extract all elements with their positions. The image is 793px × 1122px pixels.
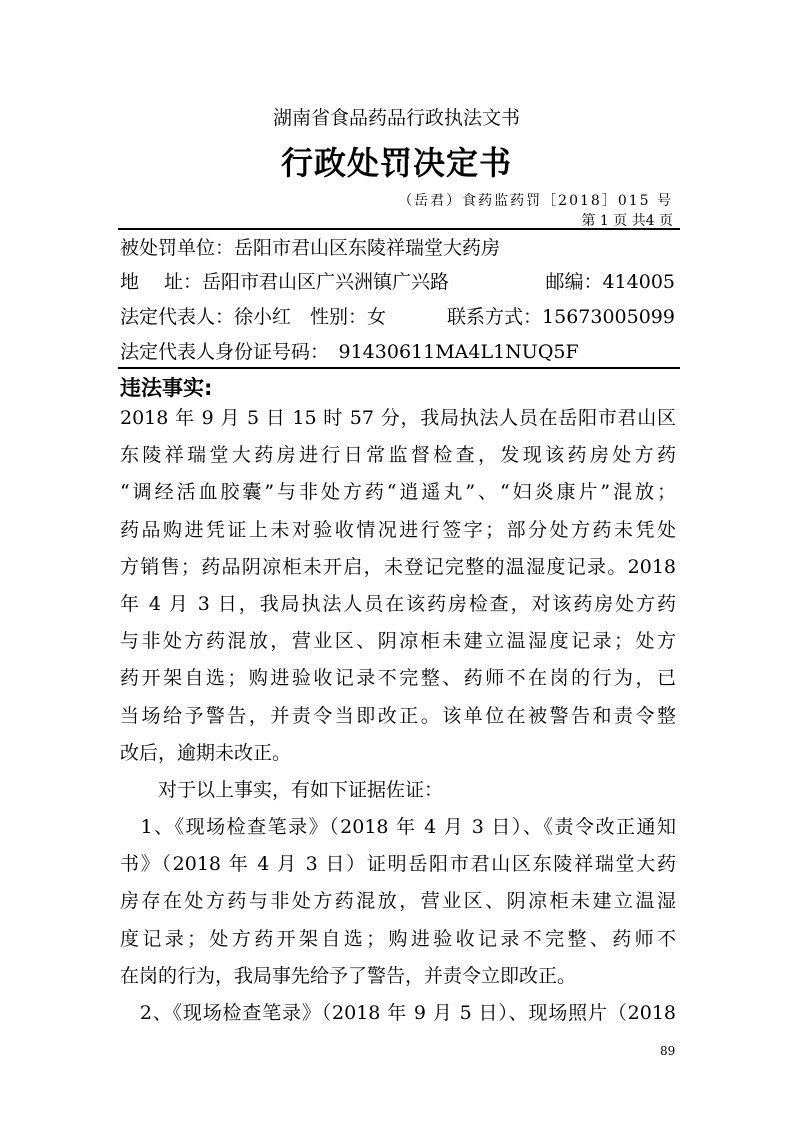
text-line: 在岗的行为，我局事先给予了警告，并责令立即改正。 — [120, 964, 577, 987]
info-rule — [118, 367, 680, 369]
text-line: 药品购进凭证上未对验收情况进行签字；部分处方药未凭处 — [120, 518, 676, 541]
text-line: 度记录；处方药开架自选；购进验收记录不完整、药师不 — [120, 927, 676, 950]
text-line: 改后，逾期未改正。 — [120, 741, 292, 764]
party-unit: 被处罚单位：岳阳市君山区东陵祥瑞堂大药房 — [120, 237, 501, 259]
facts-paragraph — [120, 400, 676, 1032]
party-address: 地 址：岳阳市君山区广兴洲镇广兴路 — [120, 271, 450, 293]
text-line: 年 4 月 3 日，我局执法人员在该药房检查，对该药房处方药 — [120, 592, 676, 615]
party-id-number: 法定代表人身份证号码： 91430611MA4L1NUQ5F — [120, 341, 579, 363]
party-representative: 法定代表人：徐小红 性别：女 — [120, 306, 387, 328]
party-postcode: 邮编：414005 — [545, 271, 675, 293]
party-representative-row — [120, 302, 675, 332]
page-info: 第 1 页 共4 页 — [581, 213, 673, 229]
page-number: 89 — [660, 1044, 676, 1058]
text-line: 书》（2018 年 4 月 3 日）证明岳阳市君山区东陵祥瑞堂大药 — [120, 853, 676, 876]
text-line: 方销售；药品阴凉柜未开启，未登记完整的温湿度记录。2018 — [120, 555, 676, 578]
evidence-intro: 对于以上事实，有如下证据佐证： — [120, 778, 444, 801]
party-address-row — [120, 267, 675, 297]
text-line: 2018 年 9 月 5 日 15 时 57 分，我局执法人员在岳阳市君山区 — [120, 407, 676, 429]
text-line: 当场给予警告，并责令当即改正。该单位在被警告和责令整 — [120, 704, 676, 727]
party-contact: 联系方式：15673005099 — [447, 306, 675, 328]
text-line: 1、《现场检查笔录》（2018 年 4 月 3 日）、《责令改正通知 — [120, 816, 676, 839]
text-line: 与非处方药混放，营业区、阴凉柜未建立温湿度记录；处方 — [120, 630, 676, 653]
facts-heading: 违法事实: — [120, 376, 213, 400]
document-number: （岳君）食药监药罚［2018］015 号 — [398, 193, 673, 209]
agency-name: 湖南省食品药品行政执法文书 — [272, 107, 520, 129]
text-line: 药开架自选；购进验收记录不完整、药师不在岗的行为，已 — [120, 667, 676, 690]
text-line: 房存在处方药与非处方药混放，营业区、阴凉柜未建立温湿 — [120, 890, 676, 913]
text-line: 东陵祥瑞堂大药房进行日常监督检查，发现该药房处方药 — [120, 444, 676, 467]
header-rule — [118, 228, 680, 230]
text-line: 2、《现场检查笔录》（2018 年 9 月 5 日）、现场照片（2018 — [120, 1002, 676, 1024]
text-line: “调经活血胶囊”与非处方药“逍遥丸”、“妇炎康片”混放； — [120, 481, 676, 504]
document-title: 行政处罚决定书 — [280, 144, 512, 182]
